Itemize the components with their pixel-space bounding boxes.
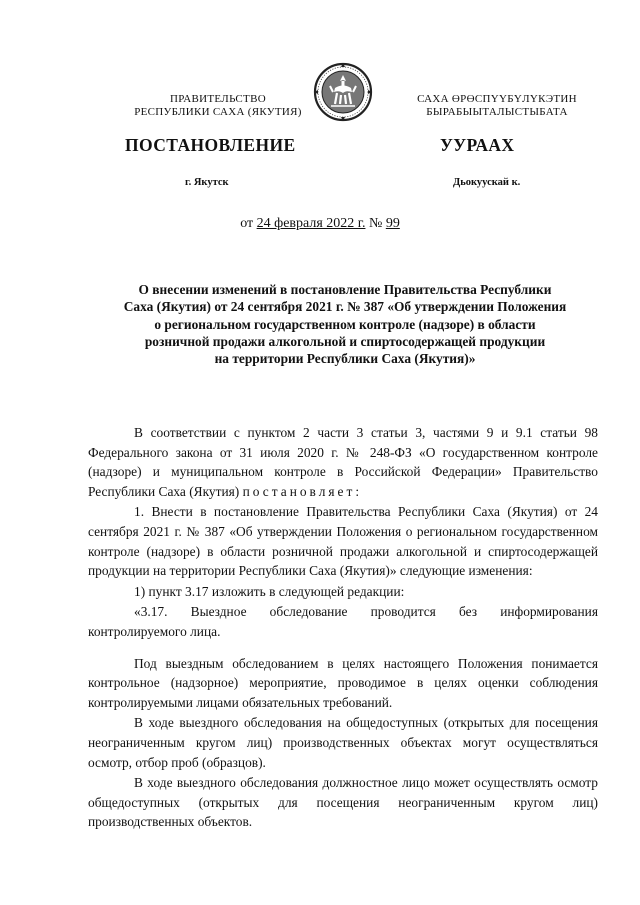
header-right-line2: БЫРАБЫЫТАЛЫСТЫБАТА: [426, 106, 568, 118]
city-name-sakha: Дьокуускай к.: [453, 177, 521, 188]
body-paragraph: В ходе выездного обследования должностное лицо может осуществлять осмотр общедоступных (открытых для посещения неограниченным кругом лиц) производственных объектов.: [88, 775, 598, 830]
coat-of-arms-icon: [313, 62, 373, 122]
decree-date: 24 февраля 2022 г.: [256, 216, 366, 231]
heading-line: на территории Республики Саха (Якутия)»: [214, 351, 476, 367]
heading-line: Саха (Якутия) от 24 сентября 2021 г. № 387 «Об утверждении Положения: [123, 299, 567, 315]
body-paragraph: «3.17. Выездное обследование проводится без информирования контролируемого лица.: [88, 604, 598, 639]
header-left: [118, 93, 318, 119]
header-right: [397, 93, 597, 119]
body-paragraph: 1. Внести в постановление Правительства Республики Саха (Якутия) от 24 сентября 2021 г. № 387 «Об утверждении Положения о региональном государственном контроле (надзоре) в области розничной продажи алкогольной и спиртосодержащей продукции на территории Республики Саха (Якутия)» следующие изменения:: [88, 504, 598, 579]
document-type-title-sakha: УУРААХ: [440, 135, 515, 155]
city-name: г. Якутск: [185, 177, 229, 188]
header-left-line1: ПРАВИТЕЛЬСТВО: [170, 93, 266, 105]
body-paragraph: В ходе выездного обследования на общедоступных (открытых для посещения неограниченным кругом лиц) производственных объектах могут осуществляться осмотр, отбор проб (образцов).: [88, 715, 598, 770]
heading-line: о региональном государственном контроле (надзоре) в области: [154, 316, 536, 332]
header-right-line1: САХА ӨРӨСПҮҮБҮЛҮКЭТИН: [417, 93, 577, 105]
header-left-line2: РЕСПУБЛИКИ САХА (ЯКУТИЯ): [134, 106, 302, 118]
body-paragraph: [88, 423, 598, 501]
body-paragraph-text: В соответствии с пунктом 2 части 3 статьи 3, частями 9 и 9.1 статьи 98 Федерального закона от 31 июля 2020 г. № 248-ФЗ «О государственном контроле (надзоре) и муниципальном контроле в Российской Федерации» Правительство Республики Саха (Якутия): [88, 425, 598, 499]
heading-line: розничной продажи алкогольной и спиртосодержащей продукции: [144, 333, 546, 349]
heading-line: О внесении изменений в постановление Правительства Республики: [138, 282, 552, 297]
decree-number-label: №: [365, 216, 386, 231]
resolution-word: постановляет:: [242, 483, 363, 499]
document-heading: [95, 281, 595, 367]
decree-number: 99: [385, 216, 400, 231]
document-body: [88, 423, 598, 833]
document-type-title: ПОСТАНОВЛЕНИЕ: [125, 135, 296, 155]
decree-prefix: от: [240, 216, 257, 231]
body-paragraph: 1) пункт 3.17 изложить в следующей редакции:: [134, 583, 405, 599]
decree-date-number: [0, 216, 640, 232]
body-paragraph: Под выездным обследованием в целях настоящего Положения понимается контрольное (надзорное) мероприятие, проводимое в целях оценки соблюдения контролируемыми лицами обязательных требований.: [88, 655, 598, 710]
